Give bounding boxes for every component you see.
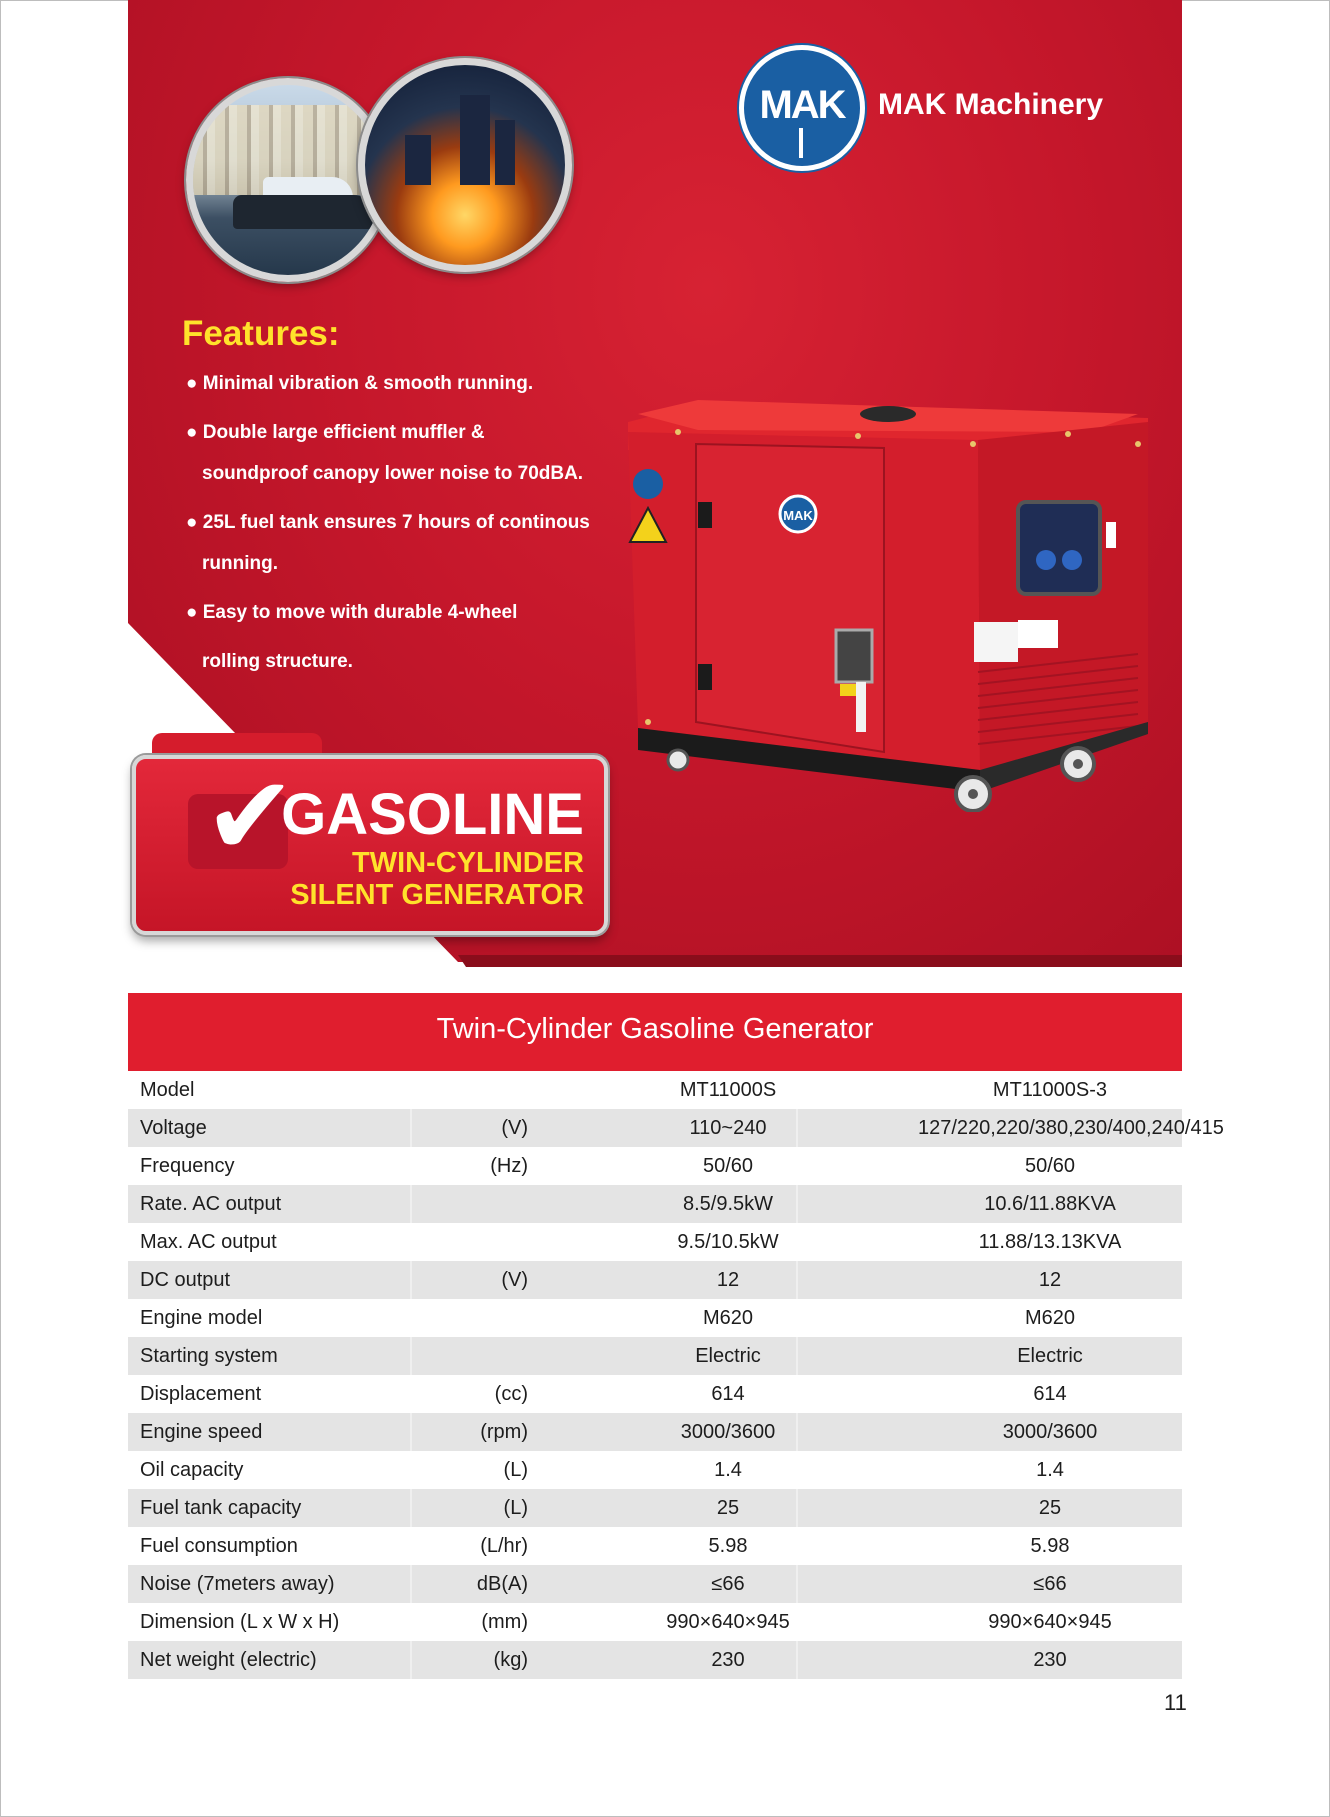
spec-unit: (V) (501, 1269, 528, 1291)
model-2-value: 11.88/13.13KVA (978, 1231, 1122, 1253)
spec-label: Engine speed (140, 1421, 263, 1443)
feature-line: ● Easy to move with durable 4-wheel (186, 602, 518, 623)
table-row (128, 1109, 1224, 1147)
model-2-value: 50/60 (1024, 1155, 1076, 1177)
hero-shadow (128, 955, 1182, 967)
spec-unit: (Hz) (490, 1155, 528, 1177)
spec-label: Oil capacity (140, 1459, 244, 1481)
badge-subtitle-1: TWIN-CYLINDER (352, 847, 584, 879)
checkmark-icon: ✔ (204, 752, 297, 880)
spec-label: Net weight (electric) (140, 1649, 317, 1671)
feature-line: soundproof canopy lower noise to 70dBA. (202, 463, 584, 484)
spec-label: Noise (7meters away) (140, 1573, 335, 1595)
spec-label: Max. AC output (140, 1231, 277, 1253)
model-2-value: 25 (1038, 1497, 1062, 1519)
model-2-value: 3000/3600 (1002, 1421, 1098, 1443)
model-2-value: 1.4 (1036, 1459, 1064, 1481)
model-2-value: 12 (1038, 1269, 1062, 1291)
model-2-value: 10.6/11.88KVA (984, 1193, 1116, 1215)
table-row (128, 1185, 1182, 1223)
model-1-value: 1.4 (714, 1459, 742, 1481)
model-1-value: MT11000S (679, 1079, 777, 1101)
model-1-value: 50/60 (702, 1155, 754, 1177)
brand-name: MAK Machinery (878, 88, 1104, 121)
table-row (128, 1489, 1182, 1527)
spec-label: Frequency (140, 1155, 235, 1177)
table-row (128, 1565, 1182, 1603)
mak-logo (739, 45, 865, 171)
table-row (128, 1223, 1182, 1261)
spec-unit: (L) (503, 1497, 528, 1519)
table-row (128, 1375, 1182, 1413)
feature-line: ● 25L fuel tank ensures 7 hours of continous (186, 512, 590, 533)
spec-unit: (V) (501, 1117, 528, 1139)
table-row (128, 1527, 1182, 1565)
spec-unit: dB(A) (476, 1573, 528, 1595)
table-row (128, 1603, 1182, 1641)
model-2-value: 5.98 (1030, 1535, 1070, 1557)
table-row (128, 1641, 1182, 1679)
spec-label: Dimension (L x W x H) (140, 1611, 340, 1633)
model-1-value: 25 (716, 1497, 740, 1519)
model-2-value: M620 (1024, 1307, 1076, 1329)
table-row (128, 1299, 1182, 1337)
model-1-value: 5.98 (708, 1535, 748, 1557)
spec-label: Voltage (140, 1117, 207, 1139)
model-1-value: 8.5/9.5kW (682, 1193, 774, 1215)
model-1-value: 12 (716, 1269, 740, 1291)
model-1-value: 614 (711, 1383, 745, 1405)
model-2-value: 990×640×945 (988, 1611, 1112, 1633)
model-2-value: 127/220,220/380,230/400,240/415 (918, 1117, 1224, 1139)
generator-image (618, 392, 1158, 812)
model-2-value: 230 (1033, 1649, 1067, 1671)
spec-label: Engine model (140, 1307, 263, 1329)
spec-unit: (kg) (493, 1649, 528, 1671)
table-row (128, 1413, 1182, 1451)
table-row (128, 1147, 1182, 1185)
model-2-value: Electric (1017, 1345, 1083, 1367)
model-1-value: ≤66 (711, 1573, 745, 1595)
badge-subtitle-2: SILENT GENERATOR (290, 879, 584, 911)
model-2-value: ≤66 (1033, 1573, 1067, 1595)
table-header (128, 993, 1182, 1071)
model-1-value: 9.5/10.5kW (677, 1231, 779, 1253)
spec-unit: (cc) (494, 1383, 528, 1405)
table-row (128, 1071, 1182, 1109)
spec-label: Starting system (140, 1345, 278, 1367)
spec-table (128, 1071, 1224, 1679)
feature-line: ● Double large efficient muffler & (186, 422, 485, 443)
model-1-value: 230 (711, 1649, 745, 1671)
welding-photo (358, 58, 572, 272)
table-row (128, 1451, 1182, 1489)
feature-line: rolling structure. (202, 651, 353, 672)
table-row (128, 1261, 1182, 1299)
page-number: 11 (1164, 1690, 1187, 1715)
model-2-value: 614 (1033, 1383, 1067, 1405)
model-1-value: 3000/3600 (680, 1421, 776, 1443)
spec-unit: (L) (503, 1459, 528, 1481)
generator-logo: MAK (783, 508, 813, 523)
feature-line: running. (202, 553, 278, 574)
model-1-value: 990×640×945 (666, 1611, 790, 1633)
spec-label: Rate. AC output (140, 1193, 282, 1215)
features-title: Features: (182, 314, 340, 353)
spec-unit: (L/hr) (480, 1535, 528, 1557)
spec-label: Displacement (140, 1383, 262, 1405)
table-title: Twin-Cylinder Gasoline Generator (436, 1013, 874, 1045)
logo-text: MAK (759, 83, 845, 127)
spec-unit: (rpm) (480, 1421, 528, 1443)
model-1-value: M620 (702, 1307, 754, 1329)
spec-label: Fuel consumption (140, 1535, 298, 1557)
model-1-value: 110~240 (689, 1117, 767, 1139)
badge-title: GASOLINE (281, 782, 584, 847)
table-row (128, 1337, 1182, 1375)
spec-label: Model (140, 1079, 195, 1101)
feature-line: ● Minimal vibration & smooth running. (186, 373, 534, 394)
spec-label: Fuel tank capacity (140, 1497, 302, 1519)
spec-unit: (mm) (481, 1611, 528, 1633)
model-1-value: Electric (695, 1345, 761, 1367)
gasoline-badge (132, 752, 608, 935)
spec-label: DC output (140, 1269, 231, 1291)
model-2-value: MT11000S-3 (992, 1079, 1108, 1101)
